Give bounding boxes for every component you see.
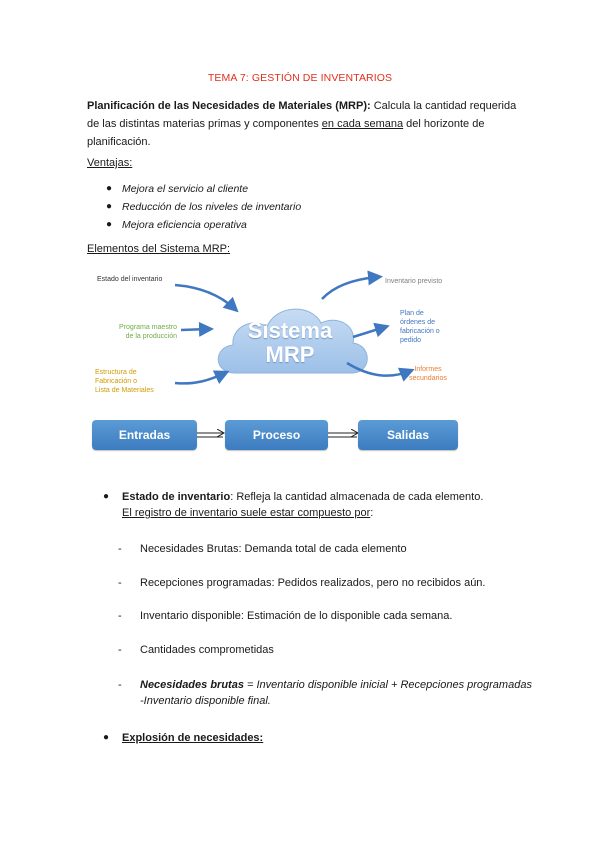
output-inventario-label: Inventario previsto xyxy=(385,278,443,285)
bullet-icon: ● xyxy=(106,219,113,230)
entradas-box: Entradas xyxy=(92,420,197,450)
proceso-box: Proceso xyxy=(225,420,328,450)
arrow-programa xyxy=(181,329,209,330)
mrp-term: Planificación de las Necesidades de Materiales (MRP) xyxy=(87,100,367,112)
mrp-colon: : xyxy=(367,100,371,112)
salidas-box: Salidas xyxy=(358,420,458,450)
cloud-text-line1: Sistema xyxy=(247,318,333,343)
dash-item: - Recepciones programadas: Pedidos realizados, pero no recibidos aún. xyxy=(118,577,486,589)
estado-underlined: El registro de inventario suele estar compuesto por xyxy=(122,507,371,519)
estado-text: : Refleja la cantidad almacenada de cada elemento. xyxy=(230,491,484,503)
ventaja-item: ● Mejora el servicio al cliente xyxy=(106,183,249,195)
ventajas-heading: Ventajas: xyxy=(87,157,133,169)
dash-item: - Cantidades comprometidas xyxy=(118,644,274,656)
dash-icon: - xyxy=(118,679,122,691)
arrow-estado xyxy=(175,285,235,309)
ventaja-item: ● Mejora eficiencia operativa xyxy=(106,219,247,231)
intro-text-after: del horizonte de planificación. xyxy=(87,118,485,148)
arrow-plan xyxy=(353,327,385,337)
intro-text-before: Calcula la cantidad requerida de las distintas materias primas y componentes xyxy=(87,100,517,130)
dash-item: - Necesidades Brutas: Demanda total de cada elemento xyxy=(118,543,407,555)
formula-text: = Inventario disponible inicial + Recepciones programadas -Inventario disponible final. xyxy=(140,679,532,707)
dash-icon: - xyxy=(118,543,122,555)
mrp-diagram xyxy=(85,265,475,455)
ventaja-item: ● Reducción de los niveles de inventario xyxy=(106,201,302,213)
explosion-heading: Explosión de necesidades: xyxy=(122,732,264,744)
bullet-icon: ● xyxy=(103,491,110,502)
input-estado-label: Estado del inventario xyxy=(97,276,163,283)
arrow-inventario xyxy=(322,277,378,299)
dash-icon: - xyxy=(118,644,122,656)
dash-item: - Inventario disponible: Estimación de lo disponible cada semana. xyxy=(118,610,453,622)
bullet-icon: ● xyxy=(106,183,113,194)
estado-term: Estado de inventario xyxy=(122,491,231,503)
bullet-icon: ● xyxy=(106,201,113,212)
ventajas-list xyxy=(100,182,500,236)
intro-underlined: en cada semana xyxy=(321,118,404,130)
dash-icon: - xyxy=(118,577,122,589)
formula-item xyxy=(118,677,538,709)
input-estructura-label: Estructura de Fabricación o Lista de Materiales xyxy=(95,369,154,394)
elementos-heading: Elementos del Sistema MRP: xyxy=(87,243,231,255)
output-plan-label: Plan de órdenes de fabricación o pedido xyxy=(400,310,440,344)
page-title: TEMA 7: GESTIÓN DE INVENTARIOS xyxy=(207,72,393,84)
explosion-section xyxy=(103,730,533,746)
output-informes-label: Informes secundarios xyxy=(409,366,447,382)
estado-section: ● Estado de inventario: Refleja la cantidad almacenada de cada elemento. El registro de inventario suele estar compuesto por: xyxy=(103,491,484,519)
arrow-estructura xyxy=(175,373,225,383)
formula-term: Necesidades brutas xyxy=(140,679,244,691)
input-programa-label: Programa maestro de la producción xyxy=(119,324,177,340)
intro-paragraph xyxy=(87,97,517,151)
dash-icon: - xyxy=(118,610,122,622)
cloud-text-line2: MRP xyxy=(265,342,315,367)
bullet-icon: ● xyxy=(103,732,110,743)
